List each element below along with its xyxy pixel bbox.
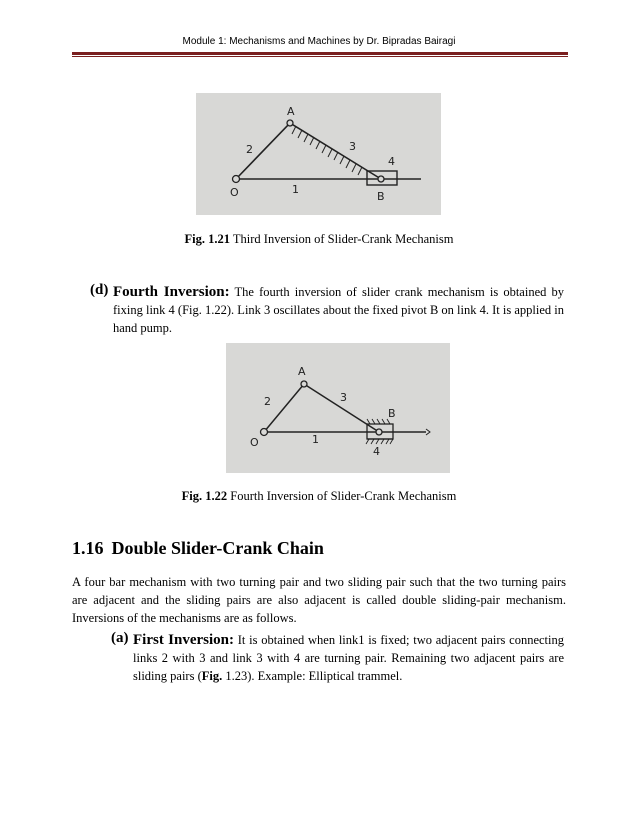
fourth-inversion-lead: Fourth Inversion: <box>113 284 230 300</box>
figure-1-22-caption <box>0 489 638 504</box>
label-B: B <box>377 190 385 203</box>
caption-text: Fourth Inversion of Slider-Crank Mechanism <box>227 489 457 503</box>
label-2: 2 <box>246 143 253 156</box>
label-1: 1 <box>292 183 299 196</box>
label-3: 3 <box>349 140 356 153</box>
first-inversion-lead: First Inversion: <box>133 632 235 648</box>
caption-number: Fig. 1.21 <box>184 232 231 246</box>
page-header: Module 1: Mechanisms and Machines by Dr. Bipradas Bairagi <box>182 36 456 47</box>
label-O: O <box>250 436 259 449</box>
label-1: 1 <box>312 433 319 446</box>
figure-1-22-image <box>226 343 450 473</box>
first-inversion-fig-ref: Fig. <box>201 669 223 683</box>
fourth-inversion-body: The fourth inversion of slider crank mechanism is obtained by fixing link 4 (Fig. 1.22). Link 3 oscillates about the fixed pivot B on link 4. It is applied in hand pump. <box>113 285 564 335</box>
section-intro-paragraph: A four bar mechanism with two turning pair and two sliding pair such that the two turning pairs are adjacent and the sliding pairs are also adjacent is called double sliding-pair mechanism. Inversions of the mechanisms are as follows. <box>72 575 566 625</box>
first-inversion-paragraph <box>133 631 564 685</box>
label-4: 4 <box>373 445 380 458</box>
header-rule <box>72 52 568 55</box>
fourth-inversion-paragraph <box>113 283 564 337</box>
label-3: 3 <box>340 391 347 404</box>
figure-1-21-image <box>196 93 441 215</box>
section-heading <box>72 538 332 559</box>
first-inversion-body-1: It is obtained when link1 is fixed; two adjacent pairs connecting links 2 with 3 and link 3 with 4 are turning pair. Remaining two adjacent pairs are sliding pairs ( <box>133 633 564 683</box>
label-A: A <box>287 105 295 118</box>
header-rule-thin <box>72 56 568 57</box>
first-inversion-body-2: 1.23). Example: Elliptical trammel. <box>222 669 403 683</box>
section-title: Double Slider-Crank Chain <box>111 538 324 558</box>
label-A: A <box>298 365 306 378</box>
label-2: 2 <box>264 395 271 408</box>
figure-1-21-caption <box>0 232 638 247</box>
section-number: 1.16 <box>72 538 104 558</box>
label-B: B <box>388 407 396 420</box>
caption-number: Fig. 1.22 <box>181 489 228 503</box>
list-marker-a: (a) <box>111 630 129 646</box>
label-4: 4 <box>388 155 395 168</box>
caption-text: Third Inversion of Slider-Crank Mechanism <box>230 232 454 246</box>
list-marker-d: (d) <box>90 282 109 298</box>
label-O: O <box>230 186 239 199</box>
